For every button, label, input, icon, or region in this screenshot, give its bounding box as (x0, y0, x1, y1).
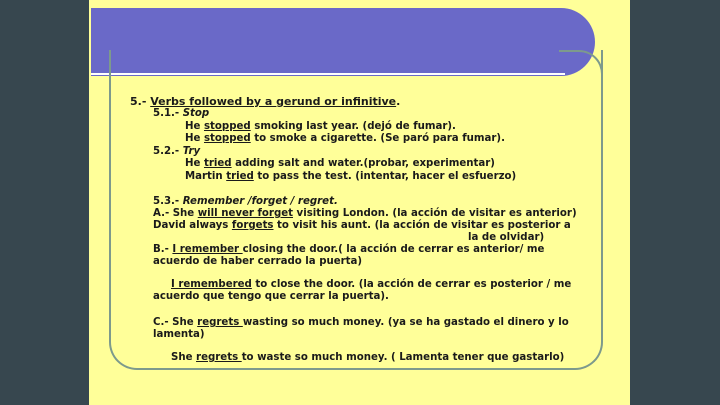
subsection-label: 5.1.- (153, 108, 183, 119)
slide (89, 0, 630, 405)
example-line: B.- I remember closing the door.( la acción de cerrar es anterior/ me (153, 244, 545, 255)
subsection-label: 5.2.- (153, 146, 183, 157)
example-line: He stopped smoking last year. (dejó de fumar). (185, 121, 456, 132)
underlined-verb: regrets (196, 352, 242, 363)
underlined-verb: tried (226, 171, 254, 182)
underlined-verb: regrets (197, 317, 243, 328)
example-line: I remembered to close the door. (la acción de cerrar es posterior / me (171, 279, 572, 290)
underlined-verb: stopped (203, 133, 251, 144)
subsection-stop (153, 108, 209, 120)
example-line: David always forgets to visit his aunt. (la acción de visitar es posterior a (153, 220, 571, 231)
section-heading (130, 96, 400, 108)
underlined-verb: stopped (203, 121, 251, 132)
subsection-verb: Try (182, 146, 201, 157)
example-line: He stopped to smoke a cigarette. (Se paró para fumar). (185, 133, 505, 144)
underlined-verb: tried (203, 158, 232, 169)
subsection-verbs: Remember /forget / regret. (182, 196, 338, 207)
heading-end: . (396, 95, 401, 108)
example-line: He tried adding salt and water.(probar, experimentar) (185, 158, 495, 169)
example-line: She regrets to waste so much money. ( Lamenta tener que gastarlo) (171, 352, 565, 363)
underlined-verb: will never forget (197, 208, 294, 219)
subsection-try (153, 146, 200, 158)
example-line: A.- She will never forget visiting London. (la acción de visitar es anterior) (153, 208, 577, 219)
example-line: C.- She regrets wasting so much money. (ya se ha gastado el dinero y lo (153, 317, 569, 328)
example-line: acuerdo de haber cerrado la puerta) (153, 256, 363, 267)
slide-content (89, 0, 630, 405)
subsection-remember (153, 196, 338, 208)
underlined-verb: I remembered (171, 279, 252, 290)
example-line: la de olvidar) (468, 232, 545, 243)
heading-title: Verbs followed by a gerund or infinitive (150, 95, 397, 108)
example-line: Martin tried to pass the test. (intentar, hacer el esfuerzo) (185, 171, 517, 182)
heading-number: 5.- (130, 95, 151, 108)
example-line: acuerdo que tengo que cerrar la puerta). (153, 291, 389, 302)
subsection-verb: Stop (182, 108, 210, 119)
underlined-verb: forgets (231, 220, 274, 231)
example-line: lamenta) (153, 329, 205, 340)
subsection-label: 5.3.- (153, 196, 183, 207)
underlined-verb: I remember (172, 244, 243, 255)
